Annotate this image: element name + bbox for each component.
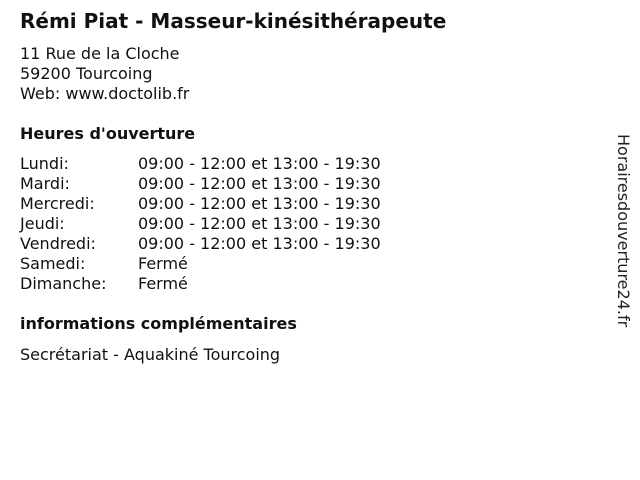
day-label: Mardi: (20, 174, 70, 193)
street-address: 11 Rue de la Cloche (20, 44, 180, 63)
page-title: Rémi Piat - Masseur-kinésithérapeute (20, 9, 447, 33)
site-watermark: Horairesdouverture24.fr (614, 134, 633, 328)
day-label: Vendredi: (20, 234, 96, 253)
hours-value: 09:00 - 12:00 et 13:00 - 19:30 (138, 194, 381, 213)
day-label: Lundi: (20, 154, 69, 173)
hours-value: Fermé (138, 274, 188, 293)
hours-value: Fermé (138, 254, 188, 273)
day-label: Dimanche: (20, 274, 107, 293)
hours-value: 09:00 - 12:00 et 13:00 - 19:30 (138, 234, 381, 253)
additional-info-text: Secrétariat - Aquakiné Tourcoing (20, 345, 281, 364)
hours-value: 09:00 - 12:00 et 13:00 - 19:30 (138, 154, 381, 173)
postal-city: 59200 Tourcoing (20, 64, 153, 83)
day-label: Mercredi: (20, 194, 95, 213)
website-line: Web: www.doctolib.fr (20, 84, 190, 103)
hours-value: 09:00 - 12:00 et 13:00 - 19:30 (138, 174, 381, 193)
day-label: Samedi: (20, 254, 86, 273)
address-block (20, 44, 189, 104)
hours-value: 09:00 - 12:00 et 13:00 - 19:30 (138, 214, 381, 233)
day-label: Jeudi: (20, 214, 65, 233)
opening-hours-heading: Heures d'ouverture (20, 124, 196, 143)
additional-info-heading: informations complémentaires (20, 314, 297, 333)
